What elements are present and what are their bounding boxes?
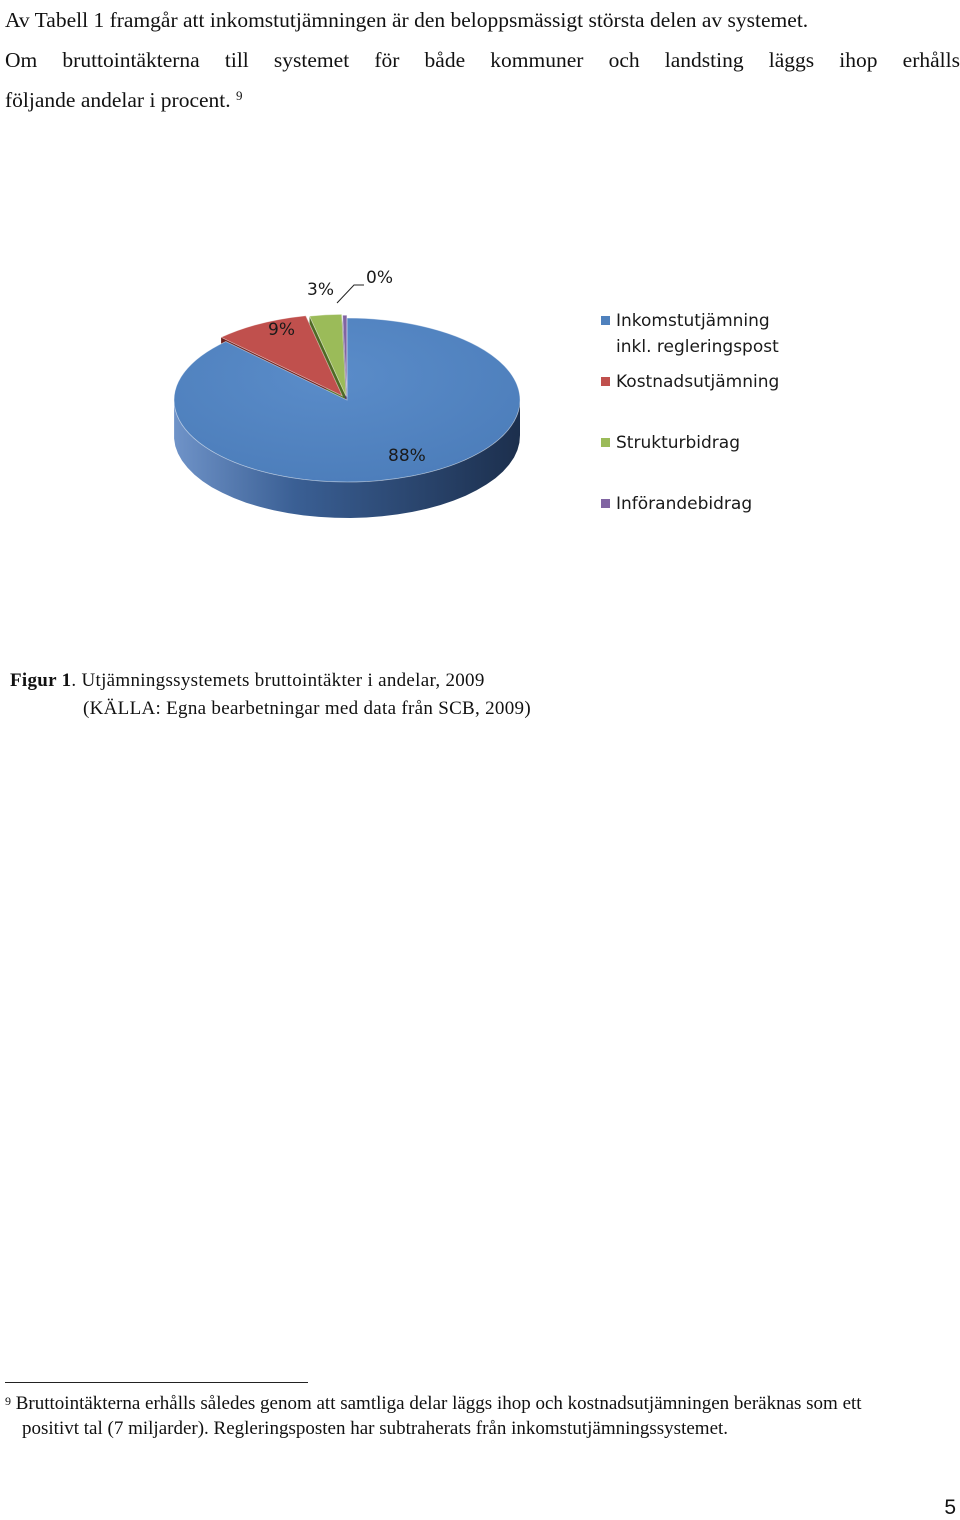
- legend-swatch-inforande: [601, 499, 610, 508]
- pie-chart: [140, 255, 840, 545]
- slice-label-struktur: 3%: [307, 280, 334, 300]
- body-paragraph: [5, 0, 960, 120]
- caption-first-line: [10, 670, 485, 691]
- legend-swatch-inkomst: [601, 316, 610, 325]
- paragraph-line-3: [5, 80, 960, 120]
- paragraph-line-2: Om bruttointäkterna till systemet för både kommuner och landsting läggs ihop erhålls: [5, 48, 960, 72]
- paragraph-line-1: Av Tabell 1 framgår att inkomstutjämningen är den beloppsmässigt största delen av systemet.: [5, 8, 809, 32]
- caption-text: . Utjämningssystemets bruttointäkter i andelar, 2009: [71, 670, 485, 691]
- legend-label-struktur: Strukturbidrag: [616, 433, 740, 453]
- legend-swatch-struktur: [601, 438, 610, 447]
- leader-line-inforande: [337, 285, 364, 303]
- legend-label-inkomst-2: inkl. regleringspost: [616, 337, 779, 357]
- footnote-reference: 9: [236, 88, 243, 103]
- paragraph-line-3-text: följande andelar i procent.: [5, 88, 231, 112]
- footnote-divider: [5, 1382, 308, 1383]
- legend-item-struktur: [616, 430, 816, 456]
- legend-swatch-kostnad: [601, 377, 610, 386]
- footnote-line-1: [5, 1391, 960, 1416]
- figure-caption: [10, 667, 531, 723]
- footnote-line-1-text: Bruttointäkterna erhålls således genom att samtliga delar läggs ihop och kostnadsutjämningen beräknas som ett: [11, 1393, 862, 1414]
- slice-label-inforande: 0%: [366, 268, 393, 288]
- legend-label-kostnad: Kostnadsutjämning: [616, 372, 780, 392]
- footnote-number: 9: [5, 1394, 11, 1408]
- slice-label-kostnad: 9%: [268, 320, 295, 340]
- legend-item-kostnad: [616, 369, 816, 395]
- legend-label-inkomst-1: Inkomstutjämning: [616, 311, 770, 331]
- footnote-line-2: positivt tal (7 miljarder). Regleringsposten har subtraherats från inkomstutjämningssystemet.: [22, 1418, 729, 1439]
- slice-label-inkomst: 88%: [388, 446, 426, 466]
- legend-item-inforande: [616, 491, 816, 517]
- legend-item-inkomst: [616, 308, 816, 360]
- footnote: [5, 1391, 960, 1441]
- legend-label-inforande: Införandebidrag: [616, 494, 753, 514]
- caption-label: Figur 1: [10, 670, 72, 691]
- page-number: 5: [944, 1496, 956, 1519]
- caption-source: (KÄLLA: Egna bearbetningar med data från SCB, 2009): [83, 698, 531, 719]
